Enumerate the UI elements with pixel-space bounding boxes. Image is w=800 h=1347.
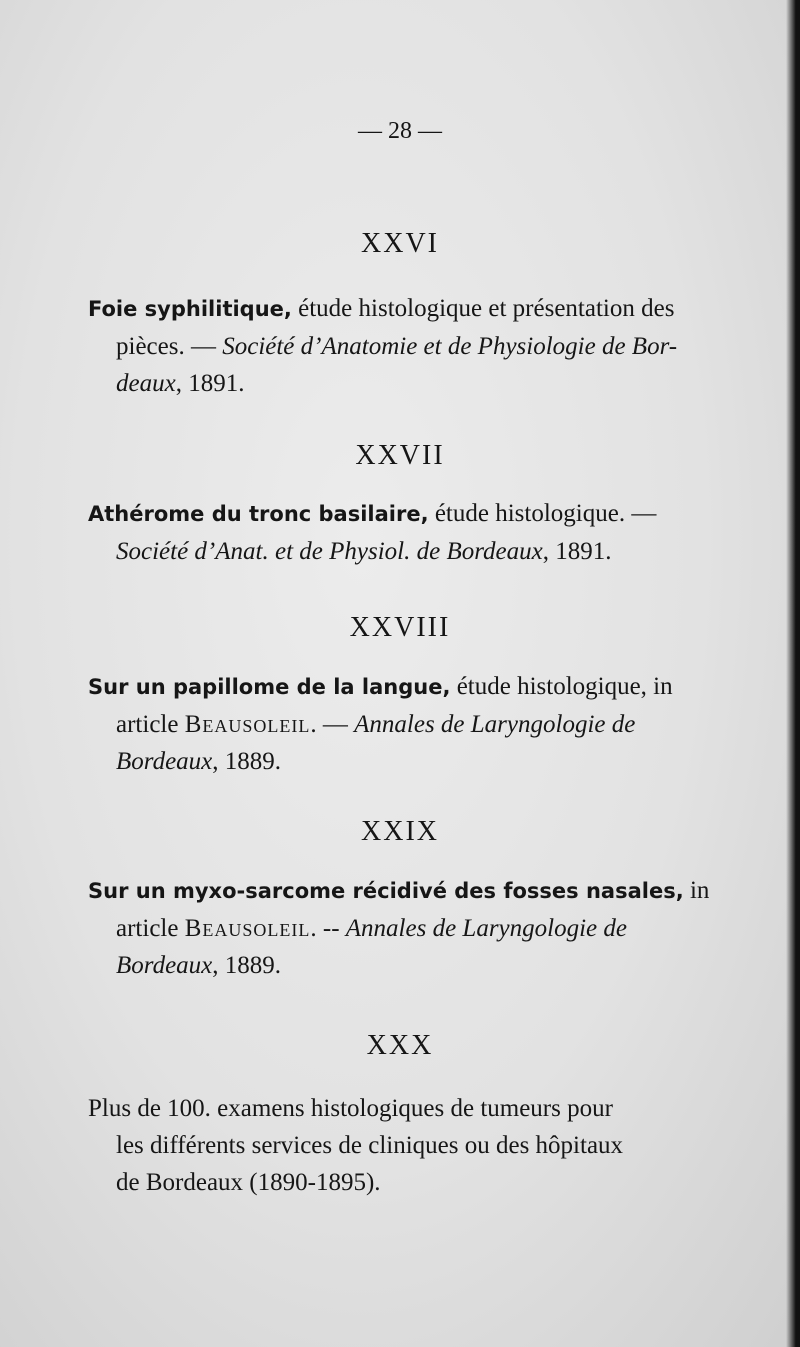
author-name: Beausoleil (184, 915, 311, 942)
entry-line (88, 743, 728, 780)
entry-text: in (683, 877, 710, 904)
entry-text: , 1889. (212, 748, 282, 775)
entry-text: article (116, 915, 185, 942)
entry-line (88, 495, 728, 533)
entry-line (88, 328, 728, 365)
entry-line (88, 947, 728, 984)
entry-xxvi (88, 290, 728, 402)
entry-journal: Bordeaux (116, 748, 213, 775)
entry-journal: Société d’Anat. et de Physiol. de Bordeaux (116, 538, 543, 565)
section-numeral-xxviii: XXVIII (349, 612, 451, 643)
entry-line (88, 533, 728, 570)
entry-title: Sur un myxo-sarcome récidivé des fosses nasales, (88, 879, 684, 903)
author-name: Beausoleil (184, 711, 311, 738)
page-number: — 28 — (358, 118, 442, 144)
entry-journal: Société d’Anatomie et de Physiologie de Bor- (222, 333, 678, 360)
entry-journal: Bordeaux (116, 952, 213, 979)
entry-text: article (116, 711, 185, 738)
entry-line (88, 872, 728, 910)
entry-line: de Bordeaux (1890-1895). (116, 1169, 381, 1196)
entry-line (88, 706, 728, 743)
entry-journal: Annales de Laryngologie de (354, 711, 636, 738)
entry-journal: Annales de Laryngologie de (345, 915, 627, 942)
entry-text: étude histologique, in (450, 673, 673, 700)
entry-text: . -- (310, 915, 346, 942)
entry-xxviii (88, 668, 728, 780)
entry-text: étude histologique et présentation des (291, 295, 675, 322)
entry-line (88, 910, 728, 947)
entry-line: Plus de 100. examens histologiques de tumeurs pour (88, 1095, 613, 1122)
entry-text: étude histologique. — (428, 500, 657, 527)
entry-text: , 1889. (212, 952, 282, 979)
entry-title: Foie syphilitique, (88, 297, 292, 321)
section-numeral-xxvii: XXVII (355, 440, 445, 471)
entry-journal: deaux (116, 370, 176, 397)
entry-line (88, 668, 728, 706)
section-numeral-xxx: XXX (366, 1030, 434, 1061)
section-numeral-xxix: XXIX (361, 816, 439, 847)
section-numeral-xxvi: XXVI (361, 228, 439, 259)
entry-line (88, 290, 728, 328)
entry-xxix (88, 872, 728, 984)
entry-text: , 1891. (175, 370, 245, 397)
entry-title: Athérome du tronc basilaire, (88, 502, 429, 526)
entry-line (88, 365, 728, 402)
entry-text: . — (310, 711, 355, 738)
entry-title: Sur un papillome de la langue, (88, 675, 451, 699)
entry-text: pièces. — (116, 333, 223, 360)
entry-xxvii (88, 495, 728, 570)
entry-xxx (88, 1090, 728, 1201)
entry-line: les différents services de cliniques ou des hôpitaux (116, 1132, 624, 1159)
entry-text: , 1891. (542, 538, 612, 565)
